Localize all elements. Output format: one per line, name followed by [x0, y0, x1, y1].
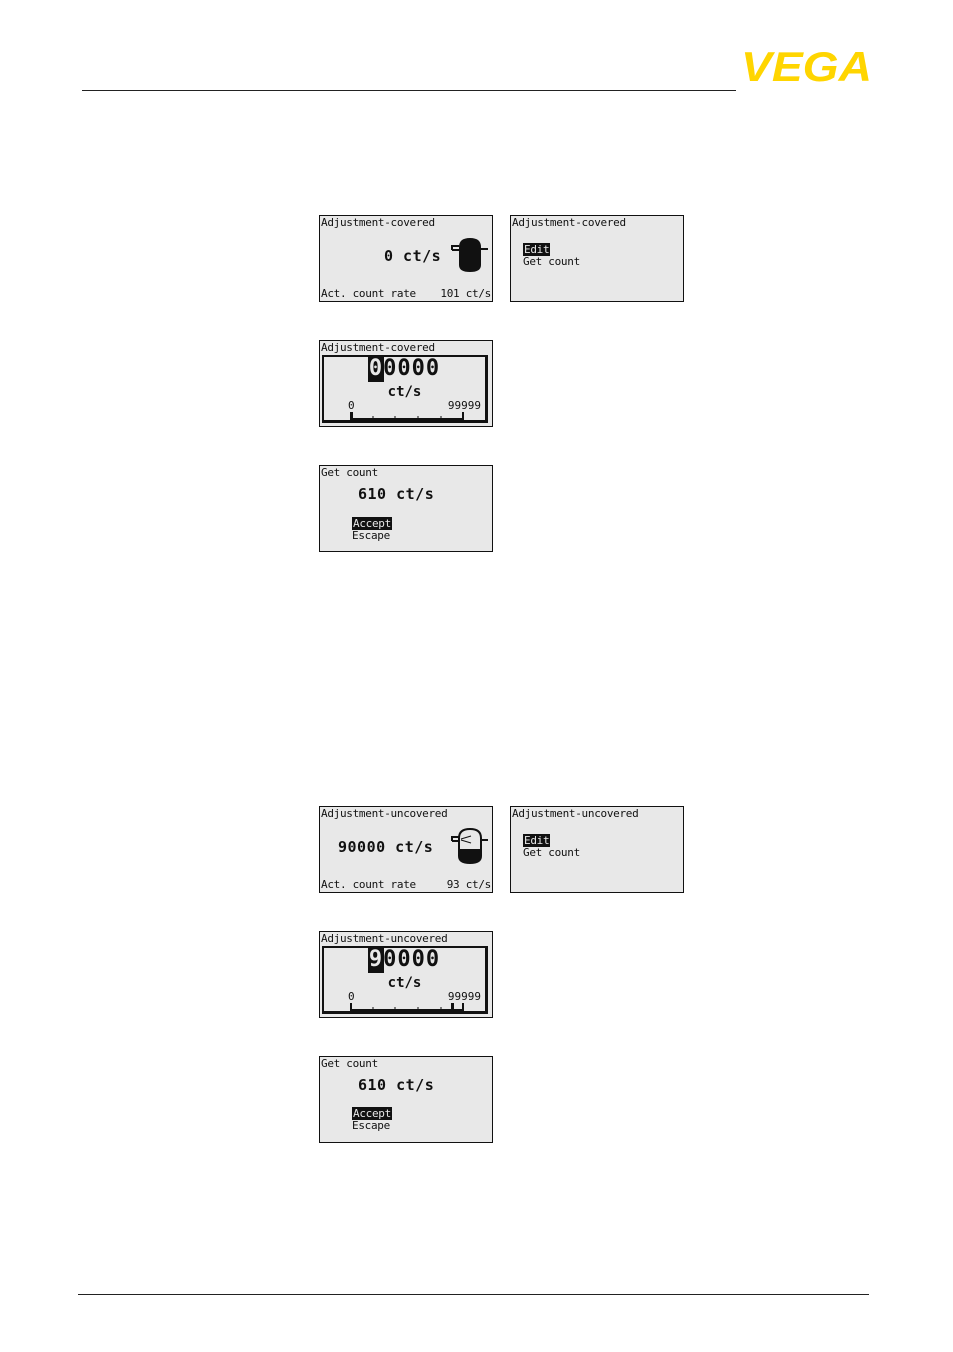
footer-label: Act. count rate: [321, 287, 416, 300]
covered-edit-screen: [319, 340, 493, 427]
vessel-empty-icon: [451, 827, 489, 865]
screen-title: Get count: [321, 466, 378, 479]
edit-field[interactable]: [322, 355, 488, 423]
screen-title: Adjustment-covered: [321, 341, 435, 354]
scale-min: 0: [348, 990, 355, 1003]
screen-title: Adjustment-uncovered: [321, 807, 448, 820]
covered-menu-screen: [510, 215, 684, 302]
scale-min: 0: [348, 399, 355, 412]
vega-logo: [741, 48, 872, 84]
edit-cursor-digit[interactable]: 9: [368, 947, 384, 972]
menu-item-edit[interactable]: Edit: [524, 834, 550, 847]
accept-button[interactable]: Accept: [353, 1107, 391, 1120]
screen-title: Adjustment-covered: [321, 216, 435, 229]
screen-title: Adjustment-covered: [512, 216, 626, 229]
covered-value-screen: [319, 215, 493, 302]
edit-cursor-digit[interactable]: 0: [368, 356, 384, 381]
scale-bar: [350, 412, 464, 420]
count-value: 610 ct/s: [358, 1076, 435, 1094]
menu-item-edit[interactable]: Edit: [524, 243, 550, 256]
edit-field[interactable]: [322, 946, 488, 1014]
footer-label: Act. count rate: [321, 878, 416, 891]
uncovered-menu-screen: [510, 806, 684, 893]
escape-button[interactable]: Escape: [352, 529, 390, 542]
edit-digits: 0000: [383, 356, 441, 381]
count-value: 90000 ct/s: [338, 838, 434, 856]
footer-value: 101 ct/s: [440, 287, 491, 300]
scale-max: 99999: [447, 399, 481, 412]
screen-title: Get count: [321, 1057, 378, 1070]
edit-unit: ct/s: [387, 384, 422, 400]
screen-title: Adjustment-uncovered: [512, 807, 639, 820]
count-value: 610 ct/s: [358, 485, 435, 503]
scale-max: 99999: [447, 990, 481, 1003]
covered-get-count-screen: [319, 465, 493, 552]
accept-button[interactable]: Accept: [353, 517, 391, 530]
logo-text: VEGA: [741, 48, 872, 84]
header-rule: [82, 90, 736, 91]
count-value: 0 ct/s: [384, 247, 442, 265]
uncovered-edit-screen: [319, 931, 493, 1018]
menu-item-get-count[interactable]: Get count: [523, 846, 580, 859]
edit-unit: ct/s: [387, 975, 422, 991]
uncovered-value-screen: [319, 806, 493, 893]
edit-digits: 0000: [383, 947, 441, 972]
footer-rule: [78, 1294, 869, 1295]
footer-value: 93 ct/s: [446, 878, 491, 891]
escape-button[interactable]: Escape: [352, 1119, 390, 1132]
menu-item-get-count[interactable]: Get count: [523, 255, 580, 268]
vessel-full-icon: [451, 236, 489, 274]
scale-bar: [350, 1003, 464, 1011]
uncovered-get-count-screen: [319, 1056, 493, 1143]
screen-title: Adjustment-uncovered: [321, 932, 448, 945]
